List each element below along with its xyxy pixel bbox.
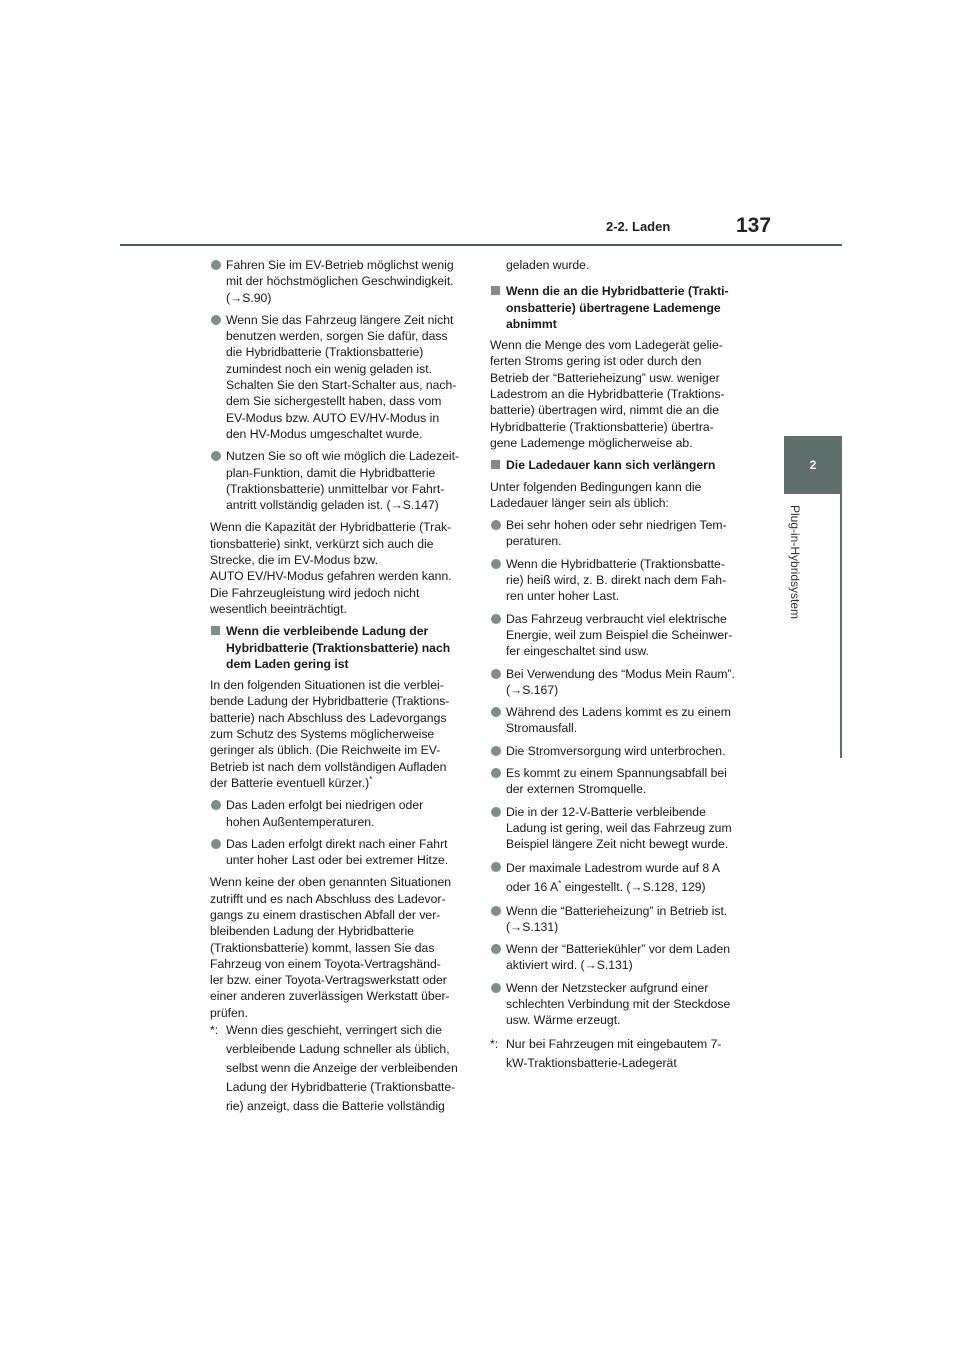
text-line: dem Sie sichergestellt haben, dass vom	[226, 394, 442, 409]
bullet-item	[210, 257, 467, 306]
text-line: Betrieb der “Batterieheizung” usw. weniger	[490, 370, 720, 385]
text-line: onsbatterie) übertragene Lademenge	[506, 300, 721, 315]
text-line: Stromausfall.	[506, 721, 578, 736]
text-line: (Traktionsbatterie) unmittelbar vor Fahrt-	[226, 481, 445, 496]
text-line: Strecke, die im EV-Modus bzw.	[210, 553, 378, 568]
text-line: Das Fahrzeug verbraucht viel elektrische	[506, 611, 727, 626]
subsection-heading	[490, 283, 752, 332]
text-line: Unter folgenden Bedingungen kann die	[490, 479, 702, 494]
text-line: Wenn dies geschieht, verringert sich die	[226, 1023, 442, 1038]
text-line	[210, 775, 467, 791]
text-line: Wenn die an die Hybridbatterie (Trakti-	[506, 284, 729, 299]
paragraph	[210, 519, 467, 617]
text-line: rie) heiß wird, z. B. direkt nach dem Fah-	[506, 573, 727, 588]
text-line: batterie) nach Abschluss des Ladevorgangs	[210, 710, 447, 725]
text-line: kW-Traktionsbatterie-Ladegerät	[506, 1055, 677, 1070]
bullet-item	[490, 704, 752, 737]
text-line: Das Laden erfolgt bei niedrigen oder	[226, 798, 424, 813]
text-line: Das Laden erfolgt direkt nach einer Fahrt	[226, 836, 448, 851]
footnote	[490, 1035, 752, 1073]
text-line: gene Lademenge möglicherweise ab.	[490, 435, 693, 450]
text-line: Hybridbatterie (Traktionsbatterie) übertra-	[490, 419, 714, 434]
chapter-tab-bar	[840, 436, 842, 758]
text-line: bleibenden Ladung der Hybridbatterie	[210, 924, 414, 939]
text-line: Nur bei Fahrzeugen mit eingebautem 7-	[506, 1036, 722, 1051]
text-line: Wenn die Kapazität der Hybridbatterie (Trak-	[210, 520, 452, 535]
text-line: wesentlich beeinträchtigt.	[210, 601, 347, 616]
text-line: batterie) übertragen wird, nimmt die an die	[490, 403, 719, 418]
right-column	[490, 257, 752, 1079]
paragraph-continuation	[490, 257, 752, 273]
text-line: Wenn die verbleibende Ladung der	[226, 624, 429, 639]
text-line: Fahrzeug von einem Toyota-Vertragshänd-	[210, 956, 441, 971]
text-line: Die Fahrzeugleistung wird jedoch nicht	[210, 585, 420, 600]
section-label: 2-2. Laden	[606, 219, 671, 234]
text-line: ferten Stroms gering ist oder durch den	[490, 354, 702, 369]
text-line: antritt vollständig geladen ist. (→S.147)	[226, 498, 439, 513]
text-line: dem Laden gering ist	[226, 656, 349, 671]
text-line: fer eingeschaltet sind usw.	[506, 644, 649, 659]
text-fragment: der Batterie eventuell kürzer.)	[210, 775, 370, 790]
paragraph	[490, 479, 752, 512]
text-line: peraturen.	[506, 534, 562, 549]
text-line: Bei sehr hohen oder sehr niedrigen Tem-	[506, 518, 727, 533]
text-line: unter hoher Last oder bei extremer Hitze.	[226, 853, 449, 868]
bullet-item	[490, 611, 752, 660]
text-line: Wenn die Hybridbatterie (Traktionsbatte-	[506, 556, 725, 571]
text-line: (→S.90)	[226, 290, 272, 305]
bullet-item	[210, 836, 467, 869]
text-line: Während des Ladens kommt es zu einem	[506, 705, 731, 720]
text-line: zutrifft und es nach Abschluss des Ladevor-	[210, 891, 446, 906]
chapter-tab: 2	[784, 436, 842, 494]
bullet-item	[490, 743, 752, 759]
page-number: 137	[736, 214, 772, 237]
text-line: (→S.131)	[506, 919, 559, 934]
bullet-item	[490, 666, 752, 699]
text-line: (→S.167)	[506, 682, 559, 697]
text-line: Wenn der “Batteriekühler” vor dem Laden	[506, 942, 731, 957]
text-line: Wenn die “Batterieheizung” in Betrieb ist.	[506, 903, 728, 918]
text-line: Fahren Sie im EV-Betrieb möglichst wenig	[226, 258, 454, 272]
text-line: In den folgenden Situationen ist die verblei-	[210, 678, 444, 693]
text-line: Betrieb ist nach dem vollständigen Aufladen	[210, 759, 447, 774]
bullet-item	[210, 797, 467, 830]
bullet-item	[490, 903, 752, 936]
text-line: rie) anzeigt, dass die Batterie vollständig	[226, 1099, 445, 1114]
footnote	[210, 1021, 467, 1116]
text-line: der externen Stromquelle.	[506, 782, 647, 797]
text-line: Die Stromversorgung wird unterbrochen.	[506, 743, 726, 758]
text-line: Beispiel längere Zeit nicht bewegt wurde.	[506, 837, 729, 852]
footnote-marker: *	[369, 774, 373, 784]
text-line: bende Ladung der Hybridbatterie (Traktions-	[210, 694, 450, 709]
footnote-marker: *:	[490, 1036, 499, 1051]
text-line: einer anderen zuverlässigen Werkstatt über-	[210, 989, 450, 1004]
text-line: Wenn Sie das Fahrzeug längere Zeit nicht	[226, 312, 454, 327]
text-line: usw. Wärme erzeugt.	[506, 1013, 621, 1028]
text-line: Wenn der Netzstecker aufgrund einer	[506, 980, 709, 995]
footnote-marker: *:	[210, 1023, 219, 1038]
bullet-item	[210, 312, 467, 442]
text-line: Energie, weil zum Beispiel die Scheinwer-	[506, 627, 733, 642]
text-line: zumindest noch ein wenig geladen ist.	[226, 361, 432, 376]
paragraph	[210, 677, 467, 791]
paragraph	[210, 874, 467, 1021]
footnote-marker: *	[558, 878, 562, 888]
text-line: Wenn keine der oben genannten Situationen	[210, 875, 452, 890]
text-line: gangs zu einem drastischen Abfall der ver-	[210, 907, 441, 922]
paragraph	[490, 337, 752, 451]
text-line: Ladedauer länger sein als üblich:	[490, 495, 669, 510]
text-line: aktiviert wird. (→S.131)	[506, 958, 633, 973]
bullet-item	[490, 980, 752, 1029]
bullet-item	[210, 448, 467, 513]
bullet-item	[490, 765, 752, 798]
text-line: Schalten Sie den Start-Schalter aus, nach-	[226, 378, 457, 393]
text-line: tionsbatterie) sinkt, verkürzt sich auch die	[210, 536, 434, 551]
bullet-item	[490, 804, 752, 853]
text-line: geladen wurde.	[506, 258, 590, 272]
text-line: den HV-Modus umgeschaltet wurde.	[226, 426, 423, 441]
left-column	[210, 257, 467, 1122]
text-line: Es kommt zu einem Spannungsabfall bei	[506, 766, 727, 781]
text-line: benutzen werden, sorgen Sie dafür, dass	[226, 329, 448, 344]
text-line	[506, 878, 752, 897]
text-line: Wenn die Menge des vom Ladegerät gelie-	[490, 338, 723, 353]
text-line: Bei Verwendung des “Modus Mein Raum”.	[506, 666, 735, 681]
text-line: Die in der 12-V-Batterie verbleibende	[506, 804, 706, 819]
subsection-heading	[210, 623, 467, 672]
text-line: ler bzw. einer Toyota-Vertragswerkstatt oder	[210, 973, 447, 988]
text-line: schlechten Verbindung mit der Steckdose	[506, 996, 731, 1011]
text-line: die Hybridbatterie (Traktionsbatterie)	[226, 345, 424, 360]
text-line: geringer als üblich. (Die Reichweite im EV-	[210, 743, 441, 758]
subsection-heading	[490, 457, 752, 473]
text-line: mit der höchstmöglichen Geschwindigkeit.	[226, 274, 454, 289]
header-rule	[120, 244, 842, 246]
text-fragment: eingestellt. (→S.128, 129)	[561, 879, 706, 894]
text-line: AUTO EV/HV-Modus gefahren werden kann.	[210, 569, 452, 584]
bullet-item	[490, 859, 752, 897]
bullet-item	[490, 556, 752, 605]
bullet-item	[490, 517, 752, 550]
text-line: Ladestrom an die Hybridbatterie (Traktions-	[490, 387, 725, 402]
text-line: EV-Modus bzw. AUTO EV/HV-Modus in	[226, 410, 440, 425]
text-line: Der maximale Ladestrom wurde auf 8 A	[506, 860, 721, 875]
text-line: Die Ladedauer kann sich verlängern	[506, 458, 716, 473]
text-line: selbst wenn die Anzeige der verbleibenden	[226, 1061, 458, 1076]
text-line: hohen Außentemperaturen.	[226, 814, 375, 829]
text-line: ren unter hoher Last.	[506, 589, 620, 604]
text-line: Hybridbatterie (Traktionsbatterie) nach	[226, 640, 451, 655]
text-line: plan-Funktion, damit die Hybridbatterie	[226, 465, 436, 480]
text-line: (Traktionsbatterie) kommt, lassen Sie das	[210, 940, 435, 955]
text-line: abnimmt	[506, 316, 557, 331]
text-line: verbleibende Ladung schneller als üblich,	[226, 1042, 450, 1057]
text-line: zum Schutz des Systems möglicherweise	[210, 727, 435, 742]
chapter-title: Plug-in-Hybridsystem	[788, 505, 802, 620]
text-line: prüfen.	[210, 1005, 248, 1020]
text-line: Ladung ist gering, weil das Fahrzeug zum	[506, 820, 732, 835]
bullet-item	[490, 941, 752, 974]
text-line: Ladung der Hybridbatterie (Traktionsbatte-	[226, 1080, 456, 1095]
text-fragment: oder 16 A	[506, 879, 559, 894]
text-line: Nutzen Sie so oft wie möglich die Ladezeit-	[226, 449, 460, 464]
